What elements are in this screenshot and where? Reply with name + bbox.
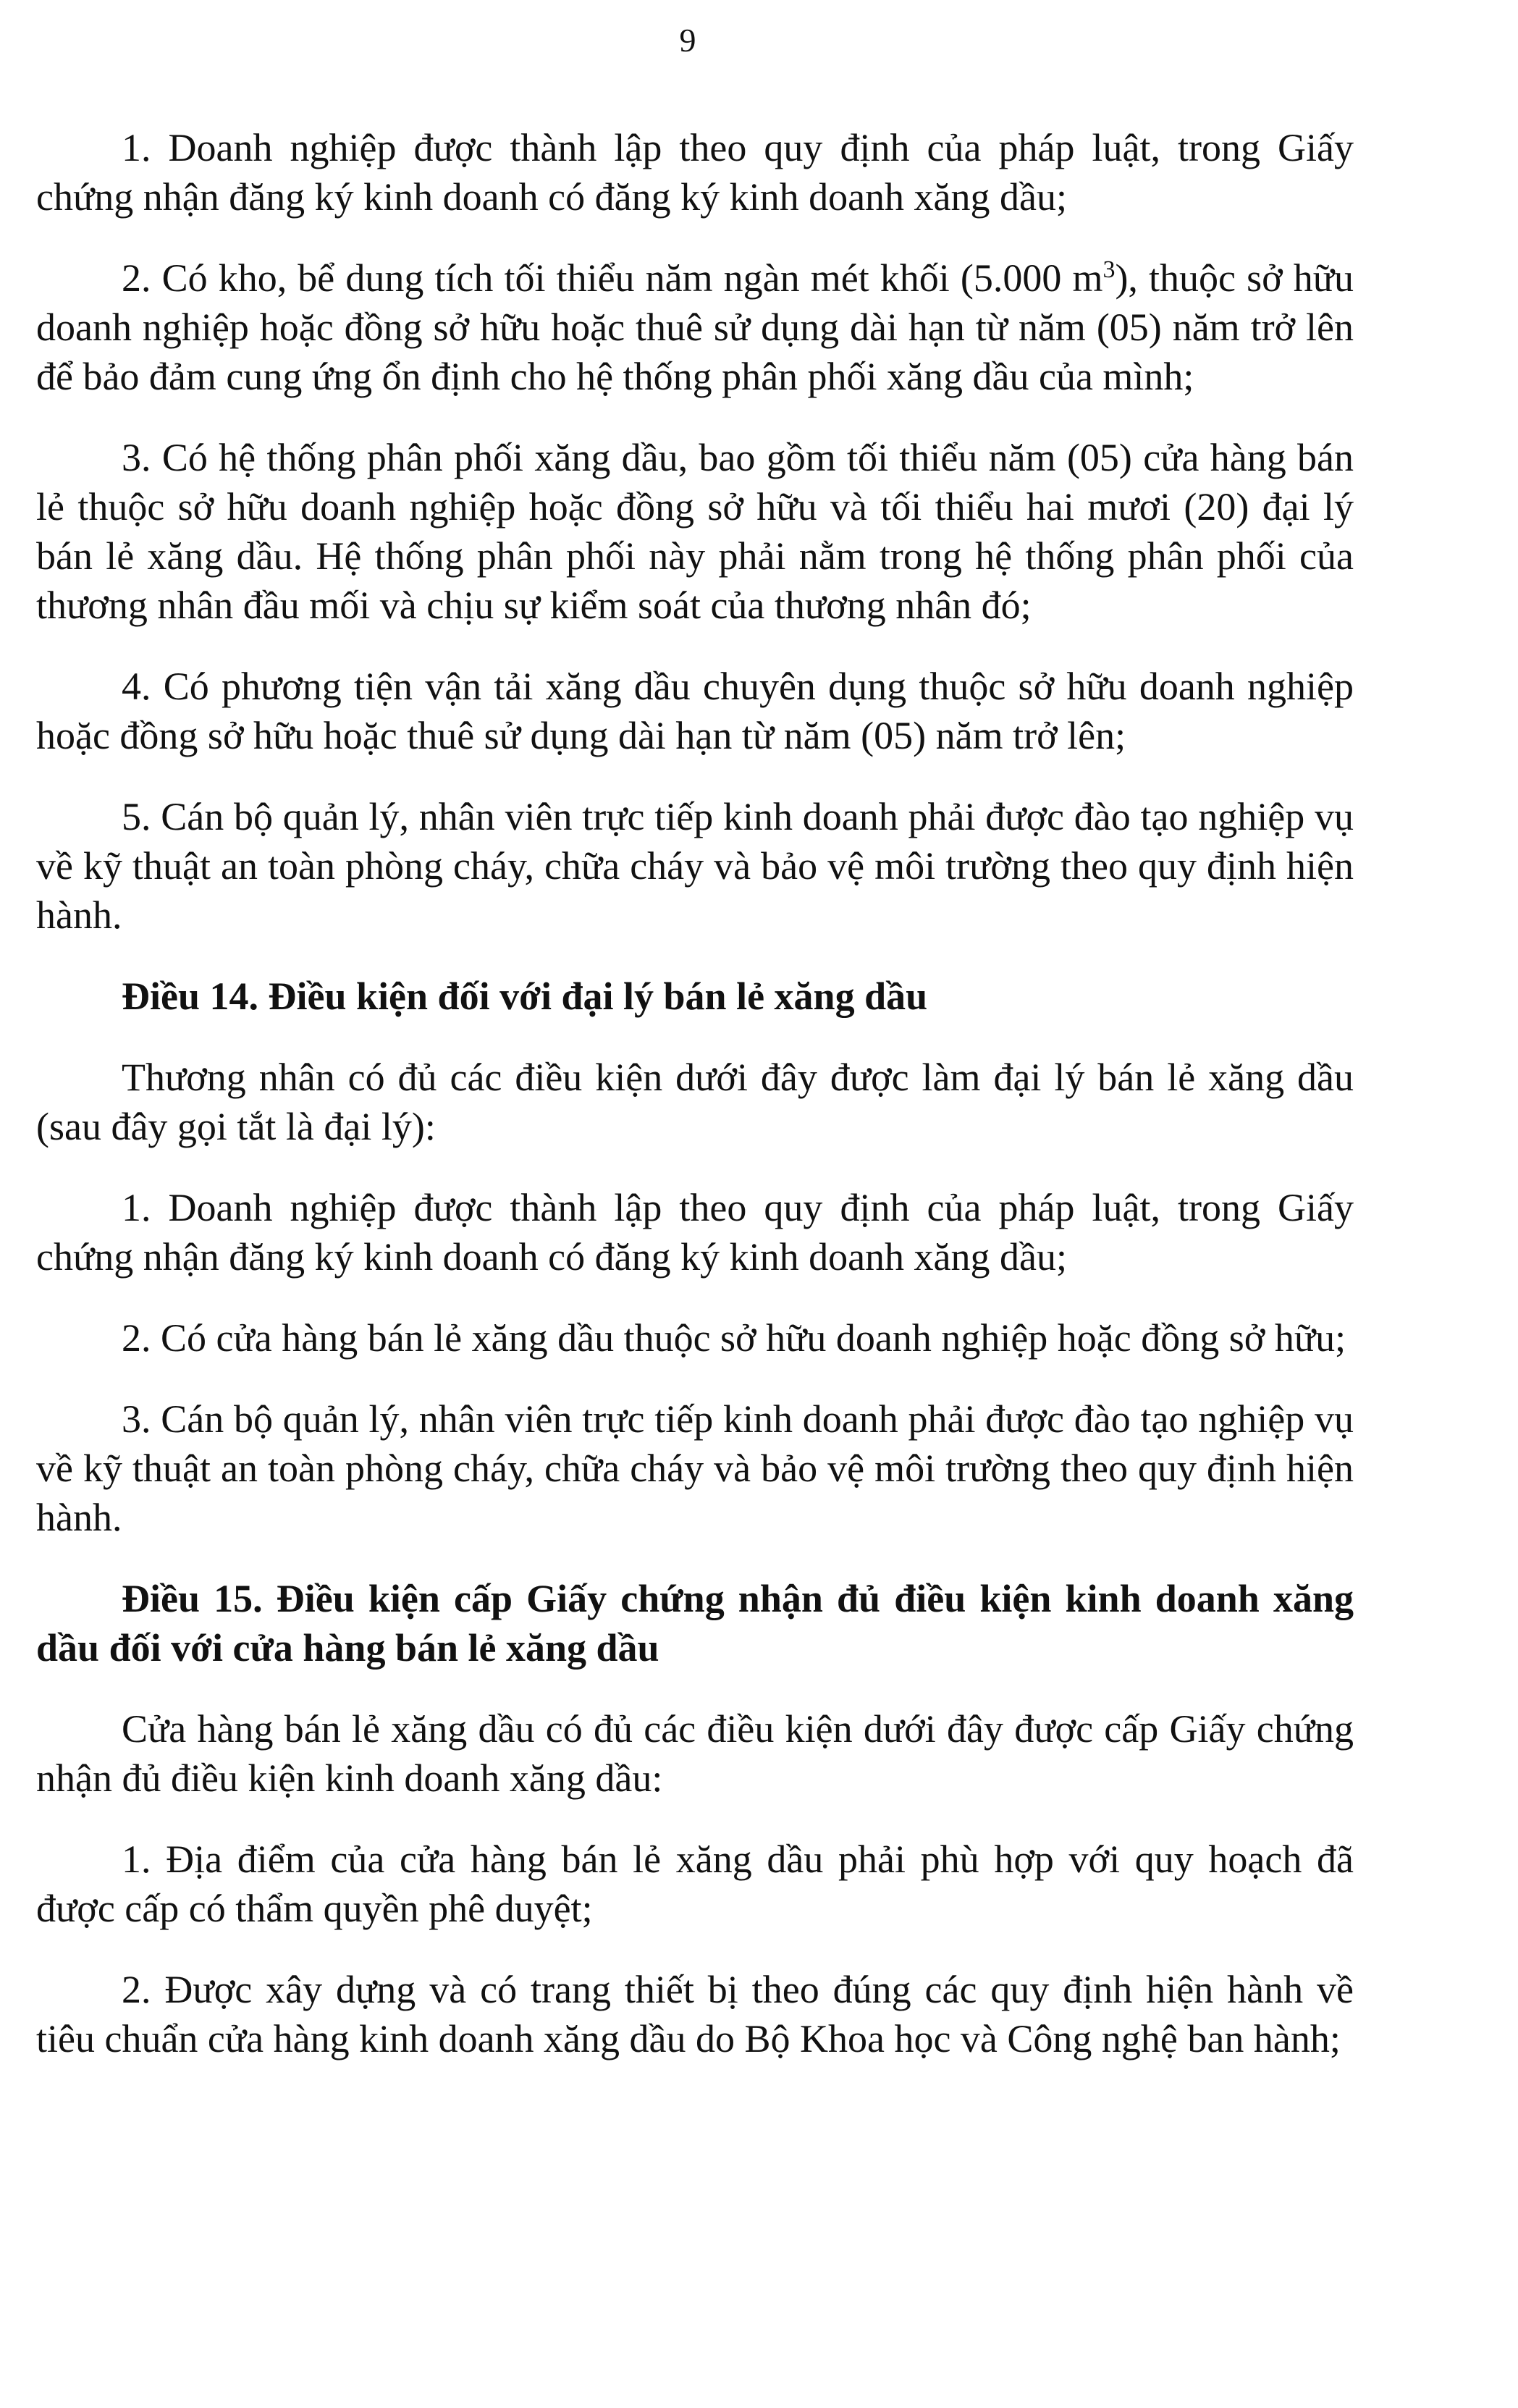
paragraph-article-14-intro: Thương nhân có đủ các điều kiện dưới đây được làm đại lý bán lẻ xăng dầu (sau đây gọi tắt là đại lý):	[36, 1056, 1354, 1148]
superscript-cubic: 3	[1102, 256, 1116, 283]
paragraph-text: ), thuộc sở hữu doanh nghiệp hoặc đồng sở hữu hoặc thuê sử dụng dài hạn từ năm (05) năm trở lên để bảo đảm cung ứng ổn định cho hệ thống phân phối xăng dầu của mình;	[36, 256, 1354, 398]
document-body	[36, 123, 1354, 2095]
paragraph-clause-3: 3. Có hệ thống phân phối xăng dầu, bao gồm tối thiểu năm (05) cửa hàng bán lẻ thuộc sở hữu doanh nghiệp hoặc đồng sở hữu và tối thiểu hai mươi (20) đại lý bán lẻ xăng dầu. Hệ thống phân phối này phải nằm trong hệ thống phân phối của thương nhân đầu mối và chịu sự kiểm soát của thương nhân đó;	[36, 436, 1354, 627]
paragraph-clause-4: 4. Có phương tiện vận tải xăng dầu chuyên dụng thuộc sở hữu doanh nghiệp hoặc đồng sở hữu hoặc thuê sử dụng dài hạn từ năm (05) năm trở lên;	[36, 665, 1354, 757]
article-14-heading: Điều 14. Điều kiện đối với đại lý bán lẻ xăng dầu	[122, 974, 928, 1018]
paragraph-clause-5: 5. Cán bộ quản lý, nhân viên trực tiếp kinh doanh phải được đào tạo nghiệp vụ về kỹ thuật an toàn phòng cháy, chữa cháy và bảo vệ môi trường theo quy định hiện hành.	[36, 795, 1354, 937]
page-number: 9	[679, 22, 696, 59]
paragraph-article-15-intro: Cửa hàng bán lẻ xăng dầu có đủ các điều kiện dưới đây được cấp Giấy chứng nhận đủ điều kiện kinh doanh xăng dầu:	[36, 1707, 1354, 1800]
paragraph-clause-1: 1. Doanh nghiệp được thành lập theo quy định của pháp luật, trong Giấy chứng nhận đăng ký kinh doanh có đăng ký kinh doanh xăng dầu;	[36, 126, 1354, 219]
paragraph-article-15-clause-2: 2. Được xây dựng và có trang thiết bị theo đúng các quy định hiện hành về tiêu chuẩn cửa hàng kinh doanh xăng dầu do Bộ Khoa học và Công nghệ ban hành;	[36, 1968, 1354, 2060]
paragraph-article-14-clause-1: 1. Doanh nghiệp được thành lập theo quy định của pháp luật, trong Giấy chứng nhận đăng ký kinh doanh có đăng ký kinh doanh xăng dầu;	[36, 1186, 1354, 1279]
paragraph-article-15-clause-1: 1. Địa điểm của cửa hàng bán lẻ xăng dầu phải phù hợp với quy hoạch đã được cấp có thẩm quyền phê duyệt;	[36, 1837, 1354, 1930]
paragraph-article-14-clause-3: 3. Cán bộ quản lý, nhân viên trực tiếp kinh doanh phải được đào tạo nghiệp vụ về kỹ thuật an toàn phòng cháy, chữa cháy và bảo vệ môi trường theo quy định hiện hành.	[36, 1397, 1354, 1539]
paragraph-text: 2. Có kho, bể dung tích tối thiểu năm ngàn mét khối (5.000 m	[122, 256, 1103, 300]
article-15-heading: Điều 15. Điều kiện cấp Giấy chứng nhận đủ điều kiện kinh doanh xăng dầu đối với cửa hàng bán lẻ xăng dầu	[36, 1577, 1354, 1670]
paragraph-clause-2-storage	[36, 253, 1354, 401]
paragraph-article-14-clause-2: 2. Có cửa hàng bán lẻ xăng dầu thuộc sở hữu doanh nghiệp hoặc đồng sở hữu;	[122, 1316, 1346, 1360]
